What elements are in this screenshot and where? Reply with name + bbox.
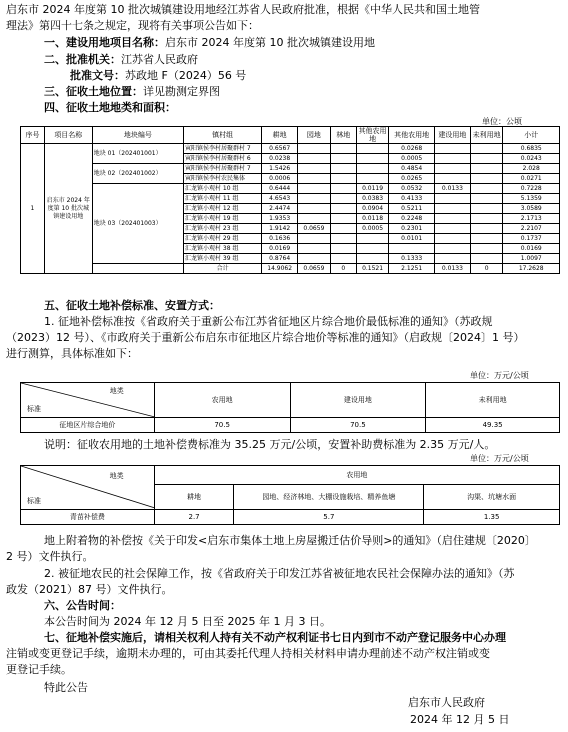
table-row xyxy=(21,164,560,174)
cell-value: 0.0169 xyxy=(262,244,298,254)
head-top: 地类 xyxy=(109,387,124,395)
cell-value xyxy=(330,234,356,244)
crop-compensation-table xyxy=(20,465,560,525)
cell-value: 3.0589 xyxy=(503,204,560,214)
section2-title: 二、批准机关： xyxy=(44,53,121,66)
cell-value: 0.7228 xyxy=(503,184,560,194)
head-top: 地类 xyxy=(109,472,124,480)
cell-value xyxy=(389,244,435,254)
col-header: 序号 xyxy=(21,127,45,144)
village-cell: 汇龙镇小观村 39 组 xyxy=(184,254,262,264)
cell-value xyxy=(470,184,503,194)
cell-value: 0.1636 xyxy=(262,234,298,244)
cell-value: 70.5 xyxy=(290,418,426,433)
cell-value xyxy=(435,244,471,254)
head-bottom: 标准 xyxy=(27,497,41,505)
section4-title: 四、征收土地地类和面积： xyxy=(44,101,176,114)
project-name-cell: 启东市 2024 年度第 10 批次城镇建设用地 xyxy=(44,144,92,274)
cell-value: 1.9142 xyxy=(262,224,298,234)
col-header: 项目名称 xyxy=(44,127,92,144)
blank-cell xyxy=(92,264,183,274)
total-value: 0 xyxy=(330,264,356,274)
cell-value xyxy=(356,164,389,174)
cell-value xyxy=(330,214,356,224)
cell-value xyxy=(435,214,471,224)
village-cell: 汇龙镇小观村 11 组 xyxy=(184,194,262,204)
cell-value: 0.0271 xyxy=(503,174,560,184)
col-header: 耕地 xyxy=(262,127,298,144)
section7-line3: 更登记手续。 xyxy=(6,663,72,676)
cell-value xyxy=(435,254,471,264)
cell-value xyxy=(435,164,471,174)
table3-unit: 单位：万元/公顷 xyxy=(470,454,529,463)
cell-value xyxy=(470,164,503,174)
total-value: 17.2628 xyxy=(503,264,560,274)
table-row xyxy=(21,510,560,525)
section5-p3-line2: 政发（2021）87 号）文件执行。 xyxy=(6,583,173,596)
cell-value xyxy=(330,194,356,204)
cell-value: 0.0383 xyxy=(356,194,389,204)
col-header: 园地 xyxy=(298,127,331,144)
cell-value: 49.35 xyxy=(426,418,560,433)
cell-value xyxy=(470,154,503,164)
section2-doc-value: 苏政地 F（2024）56 号 xyxy=(125,69,247,82)
col-header: 其他农用地 xyxy=(389,127,435,144)
total-value: 2.1251 xyxy=(389,264,435,274)
cell-value: 0.0101 xyxy=(389,234,435,244)
cell-value xyxy=(330,254,356,264)
cell-value xyxy=(330,184,356,194)
section3-title: 三、征收土地位置： xyxy=(44,85,143,98)
section6-text: 本公告时间为 2024 年 12 月 5 日至 2025 年 1 月 3 日。 xyxy=(44,615,331,628)
village-cell: 汇龙镇小观村 38 组 xyxy=(184,244,262,254)
cell-value xyxy=(330,174,356,184)
village-cell: 寅阳镇侯李村农民集体 xyxy=(184,174,262,184)
cell-value: 0.0268 xyxy=(389,144,435,154)
head-bottom: 标准 xyxy=(27,405,41,413)
col-header: 未利用地 xyxy=(470,127,503,144)
village-cell: 寅阳镇侯李村居聚群村 6 xyxy=(184,154,262,164)
village-cell: 汇龙镇小观村 12 组 xyxy=(184,204,262,214)
total-label: 合计 xyxy=(184,264,262,274)
cell-value xyxy=(298,234,331,244)
col-header: 耕地 xyxy=(154,485,234,510)
plot-id-cell: 地块 01（202401001） xyxy=(92,144,183,164)
cell-value xyxy=(298,214,331,224)
plot-id-cell: 地块 02（202401002） xyxy=(92,164,183,184)
total-value: 0 xyxy=(470,264,503,274)
cell-value: 0.2301 xyxy=(389,224,435,234)
intro-line-1: 启东市 2024 年度第 10 批次城镇建设用地经江苏省人民政府批准，根据《中华人民共和国土地管 xyxy=(6,3,480,16)
closing: 特此公告 xyxy=(44,681,88,694)
section5-p1-line2: （2023）12 号）、《市政府关于重新公布启东市征地区片综合地价等标准的通知》（启政规〔2024〕1 号） xyxy=(6,331,525,344)
cell-value xyxy=(298,144,331,154)
cell-value xyxy=(435,224,471,234)
section1 xyxy=(44,35,562,51)
cell-value: 0.4854 xyxy=(389,164,435,174)
cell-value xyxy=(435,234,471,244)
cell-value xyxy=(470,204,503,214)
col-header: 未利用地 xyxy=(426,383,560,418)
cell-value: 0.6835 xyxy=(503,144,560,154)
cell-value: 0.6567 xyxy=(262,144,298,154)
land-area-table xyxy=(20,126,560,274)
village-cell: 汇龙镇小观村 23 组 xyxy=(184,224,262,234)
cell-value xyxy=(356,254,389,264)
col-header: 建设用地 xyxy=(290,383,426,418)
cell-value: 0.2248 xyxy=(389,214,435,224)
diagonal-header-cell xyxy=(21,383,155,418)
total-value: 14.9062 xyxy=(262,264,298,274)
table-row xyxy=(21,184,560,194)
cell-value xyxy=(435,204,471,214)
cell-value xyxy=(356,144,389,154)
row-label: 青苗补偿费 xyxy=(21,510,155,525)
table2-unit: 单位：万元/公顷 xyxy=(470,371,529,380)
village-cell: 汇龙镇小观村 29 组 xyxy=(184,234,262,244)
cell-value: 0.0659 xyxy=(298,224,331,234)
cell-value xyxy=(470,194,503,204)
col-header: 地块编号 xyxy=(92,127,183,144)
col-header: 农用地 xyxy=(154,383,290,418)
section3 xyxy=(44,84,562,100)
cell-value xyxy=(330,154,356,164)
cell-value xyxy=(470,224,503,234)
cell-value xyxy=(330,244,356,254)
section5-title: 五、征收土地补偿标准、安置方式： xyxy=(44,299,220,312)
cell-value: 4.6543 xyxy=(262,194,298,204)
cell-value: 0.0265 xyxy=(389,174,435,184)
plot-id-cell: 地块 03（202401003） xyxy=(92,184,183,264)
cell-value: 0.0238 xyxy=(262,154,298,164)
cell-value xyxy=(298,154,331,164)
cell-value xyxy=(298,184,331,194)
cell-value: 2.1713 xyxy=(503,214,560,224)
total-value: 0.0659 xyxy=(298,264,331,274)
total-value: 0.1521 xyxy=(356,264,389,274)
village-cell: 寅阳镇侯李村居聚群村 7 xyxy=(184,164,262,174)
row-label: 征地区片综合地价 xyxy=(21,418,155,433)
cell-value xyxy=(435,144,471,154)
cell-value: 0.5211 xyxy=(389,204,435,214)
section7-line2: 注销或变更登记手续，逾期未办理的，可由其委托代理人持相关材料申请办理前述不动产权注销或变 xyxy=(6,647,490,660)
col-header: 其他农用地 xyxy=(356,127,389,144)
cell-value: 70.5 xyxy=(154,418,290,433)
section5-p1-line1: 1. 征地补偿标准按《省政府关于重新公布江苏省征地区片综合地价最低标准的通知》（苏政规 xyxy=(44,315,493,328)
cell-value: 2.7 xyxy=(154,510,234,525)
cell-value xyxy=(470,214,503,224)
cell-value: 0.0006 xyxy=(262,174,298,184)
section2-doc-label: 批准文号： xyxy=(70,69,125,82)
cell-value xyxy=(298,164,331,174)
section2 xyxy=(44,52,562,68)
land-price-table xyxy=(20,382,560,433)
cell-value xyxy=(470,174,503,184)
section2-doc xyxy=(70,68,562,84)
cell-value xyxy=(298,174,331,184)
cell-value xyxy=(470,254,503,264)
table-header-row xyxy=(21,466,560,485)
section7-line1: 七、征地补偿实施后，请相关权利人持有关不动产权利证书七日内到市不动产登记服务中心办理 xyxy=(44,631,506,644)
table-body xyxy=(21,144,560,274)
cell-value: 1.5426 xyxy=(262,164,298,174)
cell-value xyxy=(435,154,471,164)
section3-value: 详见勘测定界图 xyxy=(143,85,220,98)
cell-value xyxy=(330,164,356,174)
cell-value xyxy=(330,204,356,214)
cell-value xyxy=(435,174,471,184)
cell-value: 0.1737 xyxy=(503,234,560,244)
cell-value: 1.9353 xyxy=(262,214,298,224)
cell-value: 5.1359 xyxy=(503,194,560,204)
group-header: 农用地 xyxy=(154,466,559,485)
table-row xyxy=(21,418,560,433)
seq-cell: 1 xyxy=(21,144,45,274)
section1-title: 一、建设用地项目名称： xyxy=(44,36,165,49)
cell-value xyxy=(298,254,331,264)
cell-value xyxy=(298,244,331,254)
cell-value xyxy=(356,234,389,244)
cell-value xyxy=(470,244,503,254)
cell-value xyxy=(330,144,356,154)
table-header-row xyxy=(21,127,560,144)
cell-value xyxy=(356,154,389,164)
col-header: 沟渠、坑塘水面 xyxy=(424,485,560,510)
cell-value xyxy=(298,204,331,214)
col-header: 园地、经济林地、大棚设施栽培、精养鱼塘 xyxy=(234,485,424,510)
cell-value: 0.0243 xyxy=(503,154,560,164)
cell-value: 0.8764 xyxy=(262,254,298,264)
cell-value xyxy=(356,244,389,254)
village-cell: 汇龙镇小观村 10 组 xyxy=(184,184,262,194)
cell-value xyxy=(356,174,389,184)
cell-value: 0.0005 xyxy=(389,154,435,164)
section5-p2-line2: 2 号）文件执行。 xyxy=(6,550,94,563)
col-header: 小计 xyxy=(503,127,560,144)
cell-value: 0.6444 xyxy=(262,184,298,194)
cell-value: 2.028 xyxy=(503,164,560,174)
total-value: 0.0133 xyxy=(435,264,471,274)
village-cell: 寅阳镇侯李村居聚群村 7 xyxy=(184,144,262,154)
table-header-row xyxy=(21,383,560,418)
section5-p2-line1: 地上附着物的补偿按《关于印发<启东市集体土地上房屋搬迁估价导则>的通知》（启住建规〔2020〕 xyxy=(44,534,536,547)
cell-value xyxy=(330,224,356,234)
col-header: 建设用地 xyxy=(435,127,471,144)
section6-title: 六、公告时间： xyxy=(44,599,121,612)
cell-value: 1.0097 xyxy=(503,254,560,264)
signature-org: 启东市人民政府 xyxy=(408,696,485,709)
section5-p1-line3: 进行测算，具体标准如下： xyxy=(6,347,138,360)
village-cell: 汇龙镇小观村 19 组 xyxy=(184,214,262,224)
section5-p3-line1: 2. 被征地农民的社会保障工作，按《省政府关于印发江苏省被征地农民社会保障办法的通知》（苏 xyxy=(44,567,515,580)
section2-value: 江苏省人民政府 xyxy=(121,53,198,66)
cell-value: 5.7 xyxy=(234,510,424,525)
cell-value: 0.0119 xyxy=(356,184,389,194)
col-header: 林地 xyxy=(330,127,356,144)
col-header: 镇村组 xyxy=(184,127,262,144)
cell-value xyxy=(470,234,503,244)
cell-value: 2.4474 xyxy=(262,204,298,214)
cell-value: 2.2107 xyxy=(503,224,560,234)
signature-date: 2024 年 12 月 5 日 xyxy=(410,713,510,726)
section1-value: 启东市 2024 年度第 10 批次城镇建设用地 xyxy=(165,36,375,49)
intro-line-2: 理法》第四十七条之规定，现将有关事项公告如下： xyxy=(6,19,259,32)
cell-value: 1.35 xyxy=(424,510,560,525)
note: 说明：征收农用地的土地补偿费标准为 35.25 万元/公顷，安置补助费标准为 2.35 万元/人。 xyxy=(44,438,496,451)
cell-value xyxy=(435,194,471,204)
table-row xyxy=(21,144,560,154)
cell-value xyxy=(470,144,503,154)
cell-value: 0.0133 xyxy=(435,184,471,194)
cell-value: 0.1333 xyxy=(389,254,435,264)
section4-unit: 单位：公顷 xyxy=(482,117,522,126)
cell-value: 0.0169 xyxy=(503,244,560,254)
cell-value xyxy=(298,194,331,204)
cell-value: 0.0005 xyxy=(356,224,389,234)
total-row xyxy=(21,264,560,274)
cell-value: 0.0904 xyxy=(356,204,389,214)
cell-value: 0.4133 xyxy=(389,194,435,204)
diagonal-header-cell xyxy=(21,466,155,510)
cell-value: 0.0118 xyxy=(356,214,389,224)
cell-value: 0.0532 xyxy=(389,184,435,194)
